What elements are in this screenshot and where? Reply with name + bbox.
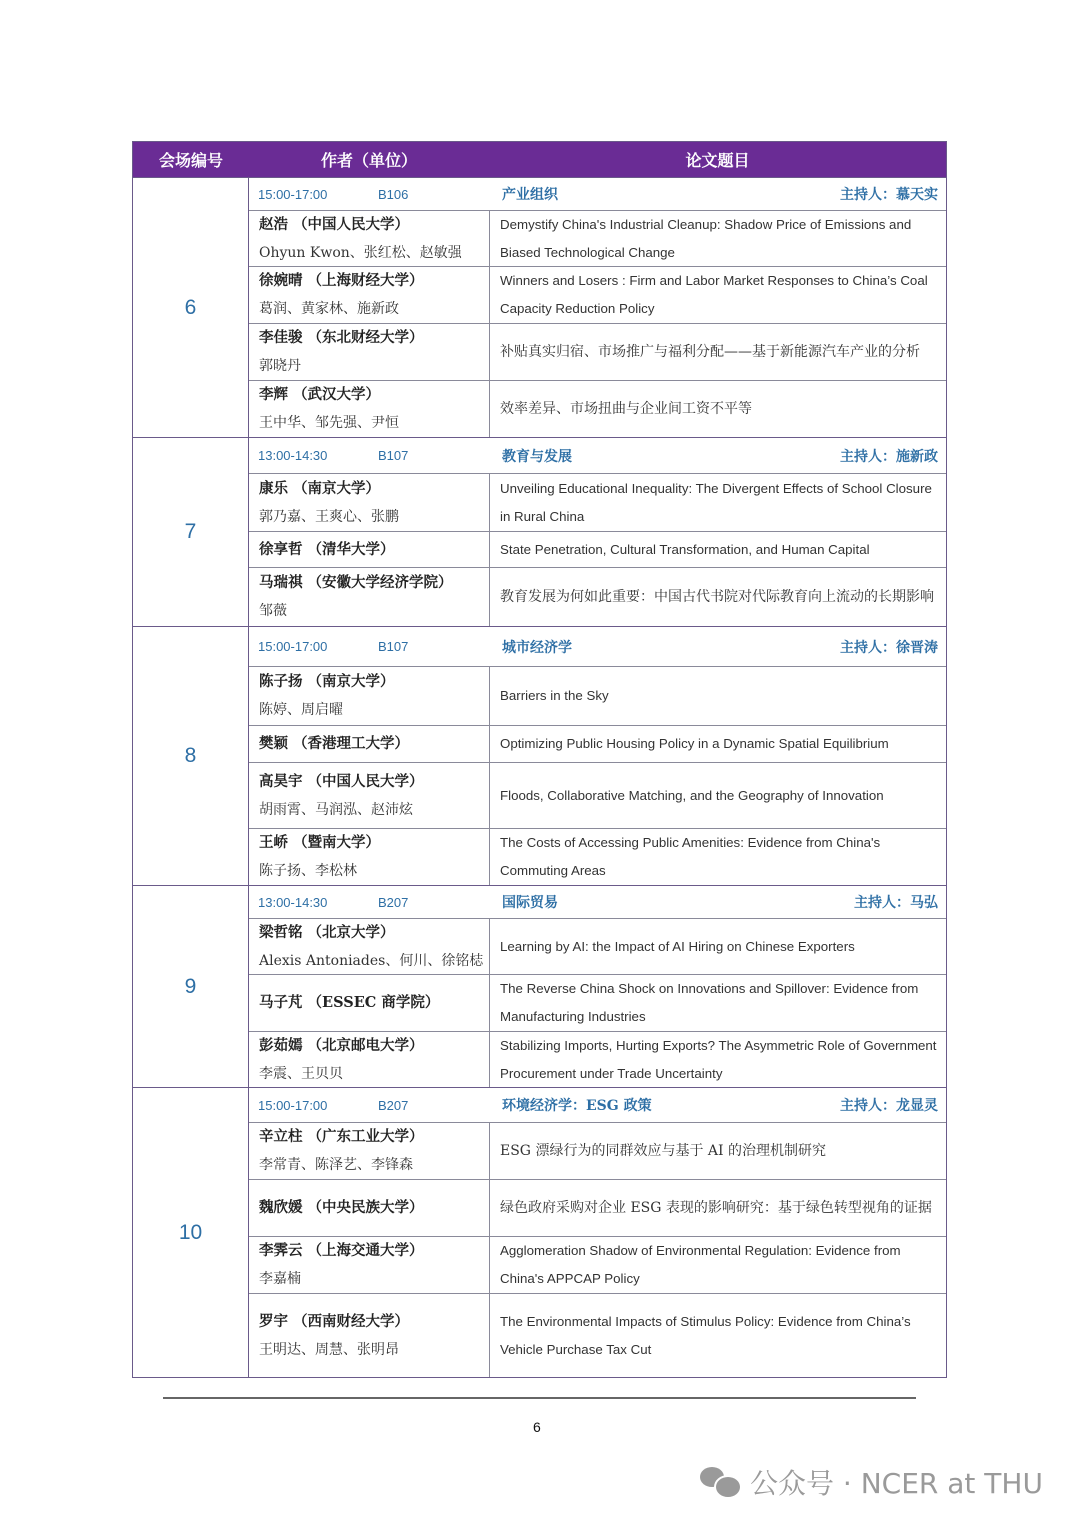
- presenter: 陈子扬 （南京大学）: [259, 673, 395, 690]
- presenter: 徐婉晴 （上海财经大学）: [259, 272, 424, 289]
- coauthors: 王中华、邹先强、尹恒: [259, 415, 399, 431]
- session-table: [132, 141, 947, 1378]
- author-cell: [249, 975, 490, 1031]
- venue-number: 7: [133, 438, 249, 626]
- paper-row: [249, 1032, 946, 1087]
- paper-title: ESG 漂绿行为的同群效应与基于 AI 的治理机制研究: [500, 1143, 826, 1159]
- coauthors: Ohyun Kwon、张红松、赵敏强: [259, 244, 462, 261]
- paper-row: [249, 568, 946, 626]
- venue-number: 9: [133, 886, 249, 1087]
- presenter: 魏欣媛 （中央民族大学）: [259, 1199, 424, 1216]
- presenter: 康乐 （南京大学）: [259, 479, 381, 497]
- presenter: 王峤 （暨南大学）: [259, 834, 381, 851]
- paper-title: State Penetration, Cultural Transformation, and Human Capital: [500, 541, 870, 557]
- session-room: B107: [378, 448, 409, 463]
- paper-row: [249, 975, 946, 1032]
- session-room: B207: [378, 1097, 409, 1113]
- session-topic: 环境经济学：ESG 政策: [502, 1098, 652, 1114]
- paper-title: Unveiling Educational Inequality: The Divergent Effects of School Closure in Rural China: [500, 480, 932, 524]
- paper-title: The Reverse China Shock on Innovations and Spillover: Evidence from Manufacturing Industries: [500, 981, 919, 1024]
- watermark-text: 公众号 · NCER at THU: [750, 1467, 1043, 1500]
- author-cell: [249, 381, 490, 437]
- session-block: [133, 1087, 946, 1377]
- session-topic: 国际贸易: [502, 895, 558, 911]
- coauthors: 陈子扬、李松林: [259, 863, 357, 879]
- paper-row: [249, 381, 946, 437]
- author-cell: [249, 1032, 490, 1087]
- author-cell: [249, 568, 490, 626]
- session-room: B106: [378, 186, 409, 202]
- author-cell: [249, 1180, 490, 1236]
- author-cell: [249, 1123, 490, 1179]
- session-header: [249, 438, 946, 474]
- session-chair: 主持人：马弘: [854, 895, 938, 911]
- presenter: 梁哲铭 （北京大学）: [259, 923, 395, 941]
- presenter: 赵浩 （中国人民大学）: [259, 215, 410, 233]
- paper-row: [249, 1123, 946, 1180]
- session-topic: 教育与发展: [502, 448, 572, 465]
- paper-title: Floods, Collaborative Matching, and the Geography of Innovation: [500, 787, 884, 803]
- author-cell: [249, 726, 490, 762]
- session-time: 15:00-17:00: [258, 186, 328, 202]
- author-cell: [249, 532, 490, 567]
- watermark: [700, 1462, 1043, 1502]
- paper-row: [249, 1237, 946, 1294]
- presenter: 高昊宇 （中国人民大学）: [259, 772, 424, 790]
- coauthors: 王明达、周慧、张明昂: [259, 1341, 399, 1358]
- author-cell: [249, 829, 490, 885]
- session-room: B207: [378, 894, 409, 910]
- presenter: 李辉 （武汉大学）: [259, 386, 381, 403]
- session-block: [133, 177, 946, 437]
- session-header: [249, 886, 946, 919]
- paper-row: [249, 919, 946, 975]
- coauthors: 李震、王贝贝: [259, 1065, 343, 1082]
- coauthors: 胡雨霄、马润泓、赵沛炫: [259, 801, 413, 818]
- coauthors: 陈婷、周启曜: [259, 702, 343, 718]
- presenter: 徐享哲 （清华大学）: [259, 540, 395, 558]
- session-chair: 主持人：龙显灵: [840, 1098, 938, 1114]
- paper-row: [249, 829, 946, 885]
- paper-row: [249, 726, 946, 763]
- paper-row: [249, 763, 946, 829]
- session-header: [249, 1088, 946, 1123]
- paper-title: Winners and Losers : Firm and Labor Market Responses to China’s Coal Capacity Reduction Policy: [500, 273, 928, 316]
- presenter: 樊颖 （香港理工大学）: [259, 735, 410, 752]
- session-time: 13:00-14:30: [258, 448, 328, 463]
- session-time: 13:00-14:30: [258, 894, 328, 910]
- session-block: [133, 626, 946, 885]
- venue-number: 6: [133, 178, 249, 437]
- page-number: 6: [533, 1419, 541, 1435]
- author-cell: [249, 667, 490, 725]
- coauthors: 郭乃嘉、王爽心、张鹏: [259, 508, 399, 525]
- session-block: [133, 437, 946, 626]
- presenter: 马子芃 （ESSEC 商学院）: [259, 994, 440, 1011]
- header-venue: 会场编号: [158, 151, 223, 170]
- coauthors: 李常青、陈泽艺、李锋森: [259, 1157, 413, 1173]
- presenter: 李霁云 （上海交通大学）: [259, 1242, 424, 1259]
- paper-title: Agglomeration Shadow of Environmental Regulation: Evidence from China's APPCAP Policy: [500, 1243, 901, 1286]
- paper-title: 教育发展为何如此重要：中国古代书院对代际教育向上流动的长期影响: [500, 589, 934, 605]
- coauthors: 郭晓丹: [259, 358, 301, 374]
- author-cell: [249, 763, 490, 828]
- paper-title: Optimizing Public Housing Policy in a Dynamic Spatial Equilibrium: [500, 736, 889, 751]
- presenter: 辛立柱 （广东工业大学）: [259, 1128, 424, 1145]
- coauthors: Alexis Antoniades、何川、徐铭梽: [259, 952, 484, 969]
- coauthors: 葛润、黄家林、施新政: [259, 301, 399, 317]
- paper-title: The Costs of Accessing Public Amenities: Evidence from China's Commuting Areas: [500, 835, 881, 878]
- paper-row: [249, 1180, 946, 1237]
- session-room: B107: [378, 639, 409, 654]
- session-time: 15:00-17:00: [258, 639, 328, 654]
- paper-row: [249, 267, 946, 324]
- coauthors: 李嘉楠: [259, 1271, 301, 1287]
- author-cell: [249, 267, 490, 323]
- header-author: 作者（单位）: [320, 151, 417, 170]
- paper-title: Learning by AI: the Impact of AI Hiring on Chinese Exporters: [500, 938, 855, 954]
- paper-title: 补贴真实归宿、市场推广与福利分配——基于新能源汽车产业的分析: [500, 344, 920, 360]
- author-cell: [249, 474, 490, 531]
- paper-row: [249, 667, 946, 726]
- session-header: [249, 627, 946, 667]
- session-chair: 主持人：徐晋涛: [840, 639, 938, 656]
- paper-row: [249, 211, 946, 267]
- session-header: [249, 178, 946, 211]
- author-cell: [249, 1294, 490, 1377]
- paper-title: Demystify China's Industrial Cleanup: Shadow Price of Emissions and Biased Technological Change: [500, 216, 912, 260]
- author-cell: [249, 1237, 490, 1293]
- paper-row: [249, 532, 946, 568]
- venue-number: 8: [133, 627, 249, 885]
- paper-title: Barriers in the Sky: [500, 688, 609, 703]
- author-cell: [249, 211, 490, 266]
- presenter: 马瑞祺 （安徽大学经济学院）: [259, 574, 453, 591]
- paper-row: [249, 324, 946, 381]
- footer-divider: [163, 1397, 916, 1399]
- coauthors: 邹薇: [259, 603, 287, 619]
- paper-row: [249, 474, 946, 532]
- session-chair: 主持人：慕天实: [840, 187, 938, 203]
- presenter: 李佳骏 （东北财经大学）: [259, 329, 424, 346]
- venue-number: 10: [133, 1088, 249, 1377]
- table-header: [133, 142, 946, 177]
- paper-title: 效率差异、市场扭曲与企业间工资不平等: [500, 401, 752, 417]
- paper-title: The Environmental Impacts of Stimulus Policy: Evidence from China’s Vehicle Purchase Tax Cut: [500, 1313, 911, 1357]
- paper-row: [249, 1294, 946, 1377]
- session-topic: 产业组织: [502, 187, 558, 203]
- author-cell: [249, 324, 490, 380]
- wechat-icon: [700, 1465, 742, 1499]
- presenter: 彭茹嫣 （北京邮电大学）: [259, 1036, 424, 1054]
- session-block: [133, 885, 946, 1087]
- paper-title: Stabilizing Imports, Hurting Exports? The Asymmetric Role of Government Procurement under Trade Uncertainty: [500, 1037, 937, 1081]
- presenter: 罗宇 （西南财经大学）: [259, 1312, 410, 1330]
- session-time: 15:00-17:00: [258, 1097, 328, 1113]
- paper-title: 绿色政府采购对企业 ESG 表现的影响研究：基于绿色转型视角的证据: [500, 1200, 932, 1216]
- session-chair: 主持人：施新政: [840, 448, 938, 465]
- header-title: 论文题目: [685, 151, 750, 170]
- author-cell: [249, 919, 490, 974]
- session-topic: 城市经济学: [502, 639, 572, 656]
